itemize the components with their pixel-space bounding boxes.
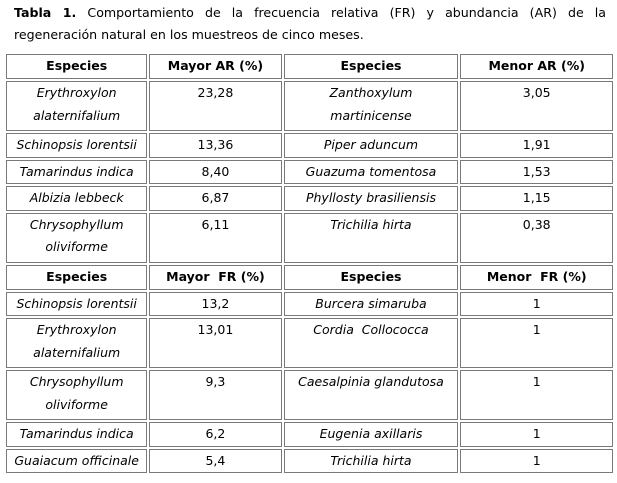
value-cell: 6,11 (149, 213, 281, 263)
value-cell: 5,4 (149, 449, 281, 474)
table-row (6, 133, 613, 158)
header-species-low: Especies (284, 54, 459, 79)
species-cell: Guazuma tomentosa (284, 160, 459, 185)
species-cell: Trichilia hirta (284, 449, 459, 474)
value-cell: 9,3 (149, 370, 281, 420)
header-row-fr (6, 265, 613, 290)
value-cell: 1,15 (460, 186, 613, 211)
table-row (6, 160, 613, 185)
species-cell: Erythroxylon alaternifalium (6, 81, 147, 131)
value-cell: 13,01 (149, 318, 281, 368)
value-cell: 6,87 (149, 186, 281, 211)
table-row (6, 186, 613, 211)
species-cell: Chrysophyllum oliviforme (6, 370, 147, 420)
species-cell: Trichilia hirta (284, 213, 459, 263)
header-species-low: Especies (284, 265, 459, 290)
caption-text: Comportamiento de la frecuencia relativa (FR) y abundancia (AR) de la regeneración natural en los muestreos de cinco meses. (14, 5, 606, 42)
species-cell: Tamarindus indica (6, 422, 147, 447)
species-cell: Guaiacum officinale (6, 449, 147, 474)
value-cell: 23,28 (149, 81, 281, 131)
table-row (6, 449, 613, 474)
value-cell: 1 (460, 370, 613, 420)
species-cell: Piper aduncum (284, 133, 459, 158)
value-cell: 3,05 (460, 81, 613, 131)
table-caption (14, 2, 606, 46)
species-cell: Albizia lebbeck (6, 186, 147, 211)
data-table (4, 52, 615, 475)
species-cell: Tamarindus indica (6, 160, 147, 185)
species-cell: Cordia Collococca (284, 318, 459, 368)
header-row-ar (6, 54, 613, 79)
species-cell: Burcera simaruba (284, 292, 459, 317)
table-row (6, 81, 613, 131)
table-row (6, 318, 613, 368)
value-cell: 1 (460, 422, 613, 447)
value-cell: 6,2 (149, 422, 281, 447)
species-cell: Eugenia axillaris (284, 422, 459, 447)
value-cell: 13,36 (149, 133, 281, 158)
value-cell: 1 (460, 292, 613, 317)
header-mayor-ar: Mayor AR (%) (149, 54, 281, 79)
value-cell: 1 (460, 318, 613, 368)
species-cell: Chrysophyllum oliviforme (6, 213, 147, 263)
value-cell: 1,91 (460, 133, 613, 158)
table-row (6, 292, 613, 317)
value-cell: 0,38 (460, 213, 613, 263)
species-cell: Erythroxylon alaternifalium (6, 318, 147, 368)
species-cell: Schinopsis lorentsii (6, 292, 147, 317)
caption-label: Tabla 1. (14, 5, 77, 20)
species-cell: Caesalpinia glandutosa (284, 370, 459, 420)
value-cell: 1,53 (460, 160, 613, 185)
header-mayor-fr: Mayor FR (%) (149, 265, 281, 290)
species-cell: Phyllosty brasiliensis (284, 186, 459, 211)
value-cell: 8,40 (149, 160, 281, 185)
header-menor-fr: Menor FR (%) (460, 265, 613, 290)
header-species-high: Especies (6, 54, 147, 79)
header-species-high: Especies (6, 265, 147, 290)
species-cell: Zanthoxylum martinicense (284, 81, 459, 131)
table-row (6, 213, 613, 263)
value-cell: 1 (460, 449, 613, 474)
species-cell: Schinopsis lorentsii (6, 133, 147, 158)
table-row (6, 370, 613, 420)
table-row (6, 422, 613, 447)
header-menor-ar: Menor AR (%) (460, 54, 613, 79)
value-cell: 13,2 (149, 292, 281, 317)
